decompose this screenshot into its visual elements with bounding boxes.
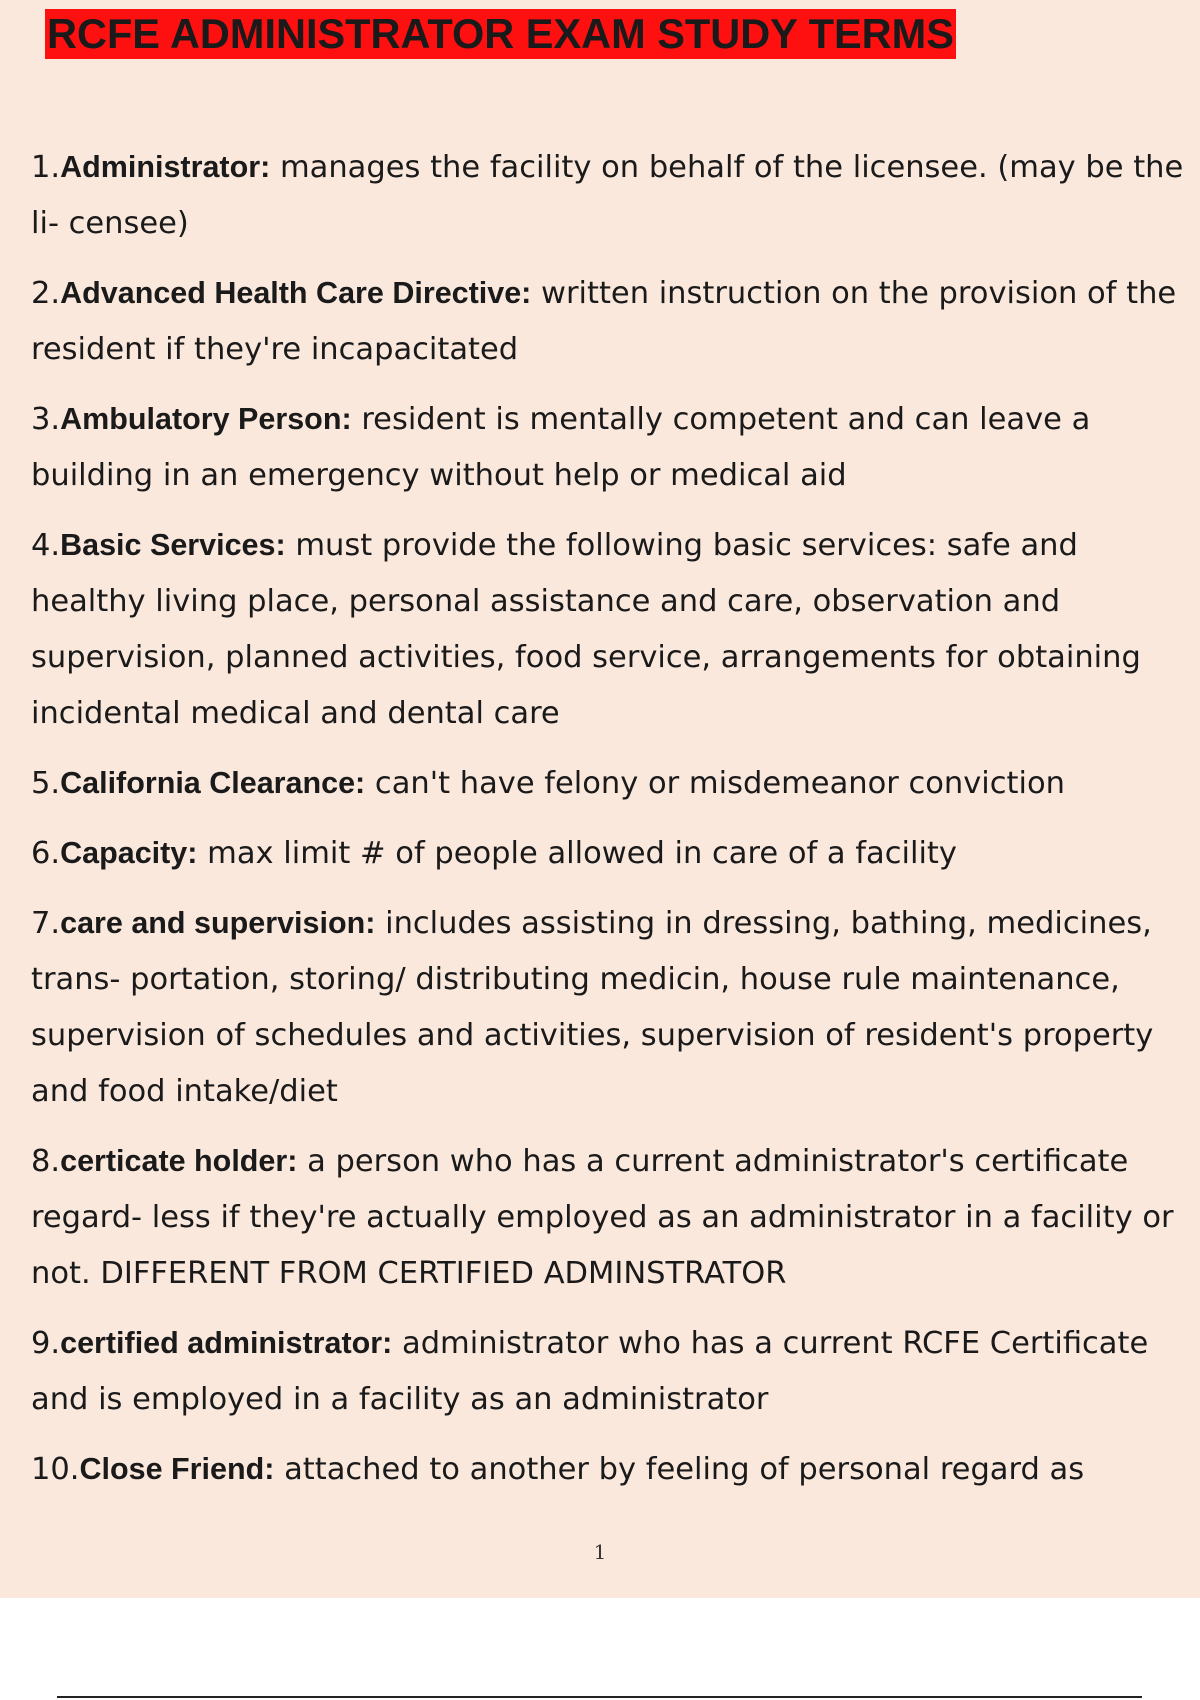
term-definition: resident is mentally competent and can leave a building in an emergency without help or medical aid	[31, 402, 1091, 493]
term-definition: manages the facility on behalf of the licensee. (may be the li- censee)	[31, 150, 1184, 241]
term-number: 7.	[31, 906, 61, 941]
term-name: Capacity:	[60, 836, 198, 870]
term-definition: attached to another by feeling of personal regard as	[284, 1452, 1085, 1487]
term-item-10	[31, 1441, 1196, 1498]
term-item-8	[31, 1133, 1196, 1302]
term-name: Advanced Health Care Directive:	[60, 276, 532, 310]
term-item-2	[31, 265, 1196, 378]
term-name: certicate holder:	[60, 1144, 298, 1178]
term-name: Close Friend:	[79, 1452, 275, 1486]
document-title: RCFE ADMINISTRATOR EXAM STUDY TERMS	[47, 10, 954, 57]
page-number: 1	[593, 1540, 607, 1564]
term-number: 9.	[31, 1326, 61, 1361]
term-definition: must provide the following basic services: safe and healthy living place, personal assistance and care, observation and supervision, planned activities, food service, arrangements for obtaining incidental medical and dental care	[31, 528, 1141, 731]
term-name: care and supervision:	[60, 906, 376, 940]
term-number: 6.	[31, 836, 61, 871]
term-definition: can't have felony or misdemeanor conviction	[374, 766, 1065, 801]
term-definition: includes assisting in dressing, bathing, medicines, trans- portation, storing/ distributing medicin, house rule maintenance, supervision of schedules and activities, supervision of resident's property and food intake/diet	[31, 906, 1154, 1109]
term-name: certified administrator:	[60, 1326, 393, 1360]
term-item-5	[31, 755, 1196, 812]
term-number: 1.	[31, 150, 61, 185]
term-item-4	[31, 517, 1196, 742]
term-name: Ambulatory Person:	[60, 402, 352, 436]
term-number: 8.	[31, 1144, 61, 1179]
terms-list	[31, 139, 1196, 1511]
term-definition: max limit # of people allowed in care of a facility	[207, 836, 957, 871]
term-number: 4.	[31, 528, 61, 563]
term-number: 3.	[31, 402, 61, 437]
term-item-3	[31, 391, 1196, 504]
term-definition: written instruction on the provision of the resident if they're incapacitated	[31, 276, 1177, 367]
term-item-6	[31, 825, 1196, 882]
term-name: California Clearance:	[60, 766, 366, 800]
term-number: 10.	[31, 1452, 80, 1487]
term-definition: a person who has a current administrator's certificate regard- less if they're actually employed as an administrator in a facility or not. DIFFERENT FROM CERTIFIED ADMINSTRATOR	[31, 1144, 1174, 1291]
term-item-7	[31, 895, 1196, 1120]
term-number: 2.	[31, 276, 61, 311]
term-item-1	[31, 139, 1196, 252]
term-number: 5.	[31, 766, 61, 801]
term-item-9	[31, 1315, 1196, 1428]
term-name: Administrator:	[60, 150, 271, 184]
term-definition: administrator who has a current RCFE Certificate and is employed in a facility as an administrator	[31, 1326, 1149, 1417]
page-divider	[57, 1696, 1142, 1698]
term-name: Basic Services:	[60, 528, 286, 562]
